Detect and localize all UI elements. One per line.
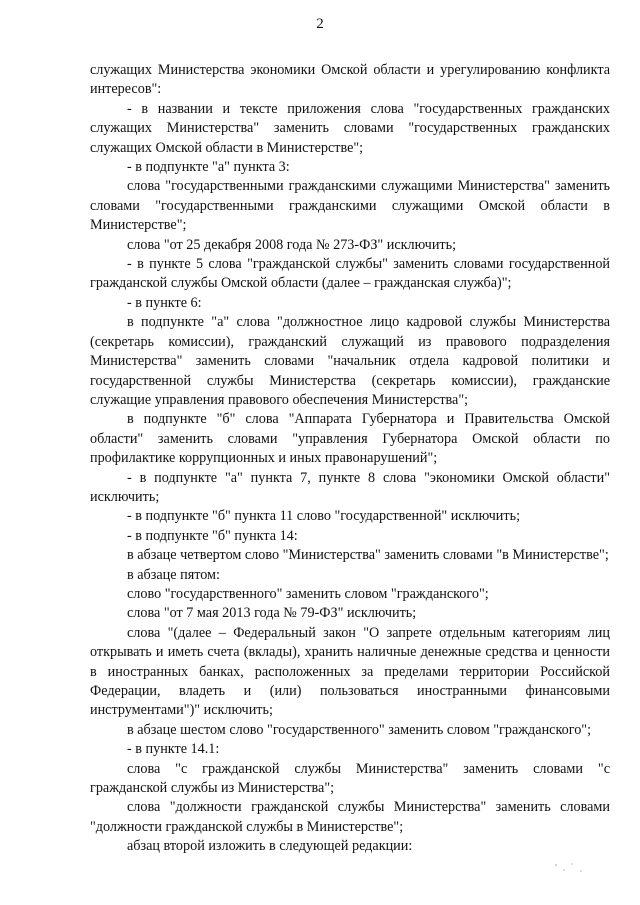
paragraph: - в подпункте "а" пункта 3: [127, 159, 290, 176]
paragraph: слово "государственного" заменить словом "гражданского"; [127, 585, 489, 602]
paragraph: - в пункте 5 слова "гражданской службы" заменить словами государственной гражданской службы Омской области (далее – гражданская служба)"; [90, 256, 610, 292]
paragraph: слова "от 7 мая 2013 года № 79-ФЗ" исключить; [127, 605, 417, 622]
paragraph: слова "от 25 декабря 2008 года № 273-ФЗ" исключить; [127, 236, 457, 253]
paragraph: - в пункте 6: [127, 294, 202, 311]
scan-artifact-icon [550, 861, 590, 875]
document-body [90, 61, 610, 857]
paragraph: служащих Министерства экономики Омской области и урегулированию конфликта интересов": [90, 62, 610, 98]
paragraph: в подпункте "б" слова "Аппарата Губернатора и Правительства Омской области" заменить словами "управления Губернатора Омской области по профилактике коррупционных и иных правонарушений"; [90, 411, 610, 467]
paragraph: - в подпункте "а" пункта 7, пункте 8 слова "экономики Омской области" исключить; [90, 469, 610, 505]
paragraph: - в подпункте "б" пункта 11 слово "государственной" исключить; [127, 508, 521, 525]
page-number: 2 [316, 16, 324, 32]
paragraph: в абзаце пятом: [127, 566, 220, 583]
paragraph: - в пункте 14.1: [127, 741, 220, 758]
paragraph: - в названии и тексте приложения слова "государственных гражданских служащих Министерства" заменить словами "государственных гражданских служащих Омской области в Министерстве"; [90, 100, 610, 156]
paragraph: абзац второй изложить в следующей редакции: [127, 838, 413, 855]
paragraph: слова "(далее – Федеральный закон "О запрете отдельным категориям лиц открывать и иметь счета (вклады), хранить наличные денежные средства и ценности в иностранных банках, расположенных за пределами территории Российской Федерации, владеть и (или) пользоваться иностранными финансовыми инструментами")" исключить; [90, 624, 610, 719]
paragraph: - в подпункте "б" пункта 14: [127, 527, 298, 544]
paragraph: в подпункте "а" слова "должностное лицо кадровой службы Министерства (секретарь комиссии), гражданский служащий из правового подразделения Министерства" заменить словами "начальник отдела кадровой политики и государственной службы Министерства (секретарь комиссии), гражданские служащие управления правового обеспечения Министерства"; [90, 314, 610, 408]
paragraph: слова "должности гражданской службы Министерства" заменить словами "должности гражданской службы в Министерстве"; [90, 799, 610, 835]
paragraph: слова "государственными гражданскими служащими Министерства" заменить словами "государственными гражданскими служащими Омской области в Министерстве"; [90, 178, 610, 234]
paragraph: в абзаце шестом слово "государственного" заменить словом "гражданского"; [127, 721, 592, 738]
paragraph: слова "с гражданской службы Министерства" заменить словами "с гражданской службы из Министерства"; [90, 760, 610, 797]
paragraph: в абзаце четвертом слово "Министерства" заменить словами "в Министерстве"; [127, 547, 609, 564]
